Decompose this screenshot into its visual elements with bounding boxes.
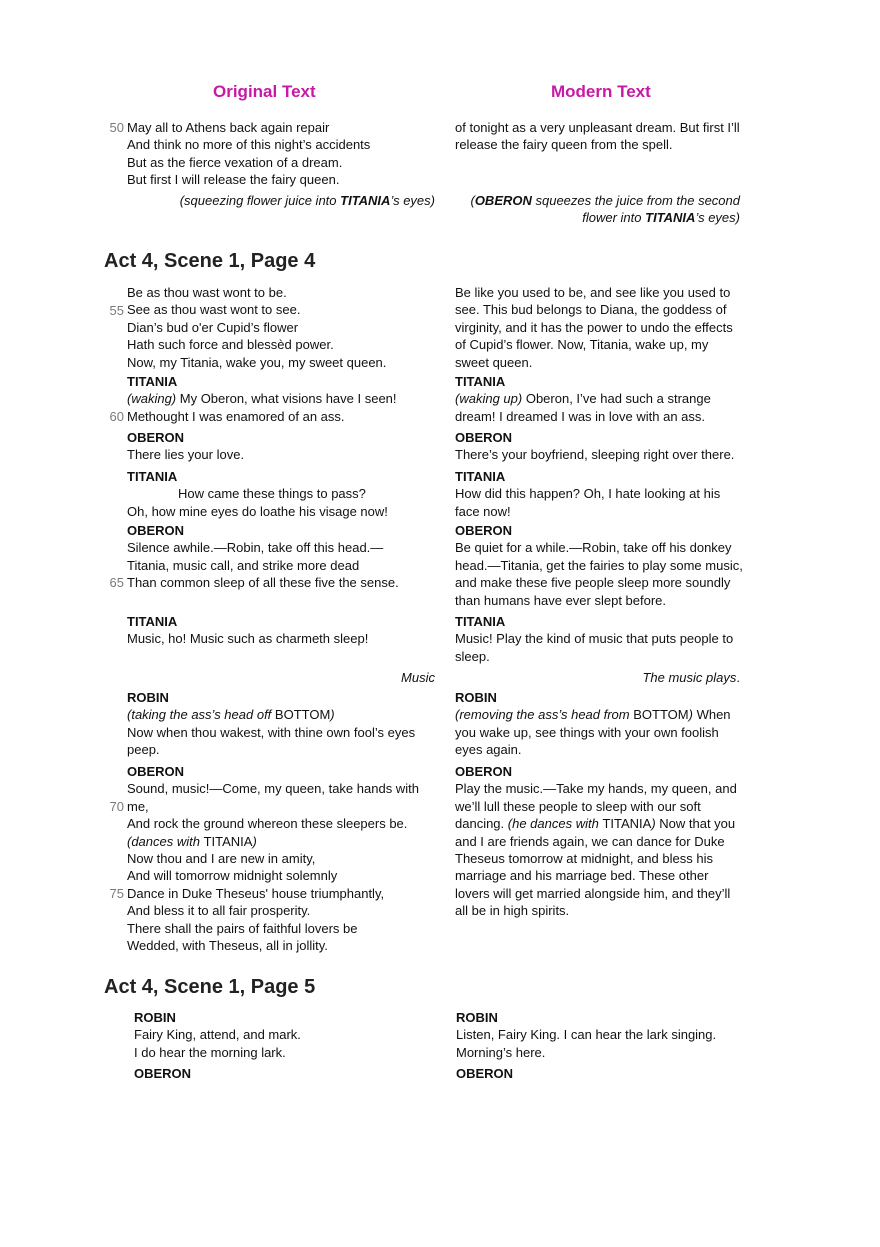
verse-line: May all to Athens back again repair — [127, 120, 330, 135]
verse-line: But first I will release the fairy queen. — [127, 172, 340, 188]
stage-direction: Music — [401, 670, 435, 685]
speaker-name: OBERON — [455, 764, 513, 779]
verse-line: See as thou wast wont to see. — [127, 302, 301, 318]
verse-line: And bless it to all fair prosperity. — [127, 903, 311, 919]
original-passage — [127, 284, 439, 371]
stage-direction: (dances with — [127, 833, 204, 849]
stage-direction: ) — [651, 816, 656, 832]
modern-passage — [455, 613, 745, 665]
stage-direction: ) — [252, 833, 257, 849]
speaker-name: OBERON — [455, 430, 513, 445]
line-number: 70 — [109, 799, 124, 814]
verse-line: Sound, music!—Come, my queen, take hands with — [127, 781, 419, 797]
original-passage — [127, 522, 439, 592]
speaker-name: TITANIA — [127, 374, 178, 389]
verse-line: Titania, music call, and strike more dead — [127, 557, 360, 573]
stage-direction-text: squeezes the juice from the second flower into — [531, 193, 740, 226]
verse-line: Wedded, with Theseus, all in jollity. — [127, 938, 328, 954]
modern-passage: of tonight as a very unpleasant dream. But first I’ll release the fairy queen from the spell. — [455, 120, 740, 153]
original-passage — [127, 373, 439, 425]
stage-direction-text: ’s eyes) — [390, 193, 435, 208]
speaker-name: TITANIA — [455, 469, 506, 484]
modern-passage — [456, 1009, 746, 1061]
character-name: TITANIA — [602, 816, 652, 832]
line-number: 55 — [109, 303, 124, 318]
original-text-header: Original Text — [213, 82, 316, 101]
original-passage — [127, 613, 439, 648]
modern-passage — [455, 763, 745, 920]
speaker-name: TITANIA — [455, 614, 506, 629]
original-passage — [134, 1009, 446, 1061]
modern-text: Music! Play the kind of music that puts people to sleep. — [455, 631, 734, 664]
stage-direction-text: The music plays — [642, 670, 737, 685]
speaker-name: ROBIN — [134, 1010, 176, 1025]
stage-direction: ) — [330, 707, 335, 723]
verse-line: Methought I was enamored of an ass. — [127, 408, 345, 424]
modern-text: Be quiet for a while.—Robin, take off his donkey head.—Titania, get the fairies to play some music, and make these five people sleep more soundly than humans have ever slept before. — [455, 540, 743, 608]
modern-passage: Be like you used to be, and see like you used to see. This bud belongs to Diana, the goddess of virginity, and it has the power to undo the effects of Cupid’s flower. Now, Titania, wake up, my sweet queen. — [455, 285, 733, 370]
modern-passage — [455, 429, 745, 464]
line-number: 65 — [109, 575, 124, 590]
original-passage — [127, 119, 439, 189]
verse-line: me, — [127, 798, 149, 814]
line-number: 75 — [109, 886, 124, 901]
original-passage — [127, 689, 439, 759]
speaker-name: OBERON — [127, 430, 185, 445]
modern-text: There’s your boyfriend, sleeping right over there. — [455, 447, 735, 463]
verse-line: I do hear the morning lark. — [134, 1044, 286, 1060]
modern-text: When you wake up, see things with your own foolish eyes again. — [455, 707, 731, 758]
modern-text: Oberon, I’ve had such a strange dream! I dreamed I was in love with an ass. — [455, 391, 711, 424]
line-number: 50 — [109, 120, 124, 135]
stage-direction — [455, 669, 740, 686]
original-passage — [134, 1065, 446, 1082]
stage-direction: (he dances with — [507, 816, 603, 832]
speaker-name: TITANIA — [127, 614, 178, 629]
verse-line: But as the fierce vexation of a dream. — [127, 154, 343, 170]
modern-passage — [455, 522, 745, 609]
verse-line: Now when thou wakest, with thine own fool’s eyes peep. — [127, 724, 416, 758]
verse-line: How came these things to pass? — [178, 486, 366, 502]
character-name: TITANIA — [340, 193, 391, 208]
verse-line: Music, ho! Music such as charmeth sleep! — [127, 631, 369, 647]
verse-line: And will tomorrow midnight solemnly — [127, 868, 338, 884]
stage-direction — [127, 192, 435, 209]
character-name: BOTTOM — [274, 707, 331, 723]
verse-line: Fairy King, attend, and mark. — [134, 1027, 301, 1043]
verse-line: Now thou and I are new in amity, — [127, 851, 316, 867]
modern-text: How did this happen? Oh, I hate looking at his face now! — [455, 486, 721, 519]
character-name: OBERON — [474, 193, 532, 208]
modern-text: Now that you and I are friends again, we can dance for Duke Theseus tomorrow at midnight, and bless his marriage and his marriage bed. These other lovers will get married alongside him, and they’ll all be in high spirits. — [455, 816, 736, 919]
verse-line: And rock the ground whereon these sleepers be. — [127, 816, 408, 832]
stage-direction: (waking up) — [455, 391, 523, 407]
verse-line: Dian’s bud o'er Cupid’s flower — [127, 319, 299, 335]
verse-line: My Oberon, what visions have I seen! — [179, 391, 397, 407]
original-passage — [127, 468, 439, 520]
speaker-name: ROBIN — [456, 1010, 498, 1025]
original-passage — [127, 763, 439, 954]
section-title: Act 4, Scene 1, Page 5 — [104, 976, 316, 998]
speaker-name: ROBIN — [455, 690, 497, 705]
original-passage — [127, 429, 439, 464]
speaker-name: OBERON — [127, 523, 185, 538]
stage-direction: (waking) — [127, 391, 177, 407]
stage-direction: ) — [688, 707, 693, 723]
modern-text: Listen, Fairy King. I can hear the lark singing. Morning’s here. — [456, 1027, 717, 1060]
modern-text-header: Modern Text — [551, 82, 651, 101]
modern-passage — [455, 373, 745, 425]
speaker-name: OBERON — [127, 764, 185, 779]
verse-line: And think no more of this night’s accidents — [127, 137, 371, 153]
speaker-name: OBERON — [456, 1066, 514, 1081]
verse-line: Now, my Titania, wake you, my sweet queen. — [127, 354, 387, 370]
verse-line: Silence awhile.—Robin, take off this head.— — [127, 540, 384, 556]
character-name: BOTTOM — [633, 707, 689, 723]
stage-direction — [455, 192, 740, 227]
verse-line: Than common sleep of all these five the sense. — [127, 575, 399, 591]
speaker-name: TITANIA — [455, 374, 506, 389]
speaker-name: TITANIA — [127, 469, 178, 484]
modern-passage — [455, 689, 745, 759]
speaker-name: OBERON — [455, 523, 513, 538]
verse-line: Be as thou wast wont to be. — [127, 285, 287, 300]
character-name: TITANIA — [645, 210, 696, 226]
speaker-name: ROBIN — [127, 690, 169, 705]
modern-passage — [456, 1065, 746, 1082]
verse-line: Oh, how mine eyes do loathe his visage now! — [127, 503, 388, 519]
stage-direction: (taking the ass’s head off — [127, 707, 275, 723]
line-number: 60 — [109, 409, 124, 424]
character-name: TITANIA — [203, 833, 253, 849]
speaker-name: OBERON — [134, 1066, 192, 1081]
verse-line: Hath such force and blessèd power. — [127, 337, 334, 353]
stage-direction-text: ’s eyes) — [695, 210, 740, 226]
modern-text: Play the music.—Take my hands, my queen, and we’ll lull these people to sleep with our soft dancing. — [455, 781, 737, 832]
verse-line: There shall the pairs of faithful lovers be — [127, 920, 358, 936]
verse-line: There lies your love. — [127, 447, 245, 463]
stage-direction: (removing the ass’s head from — [455, 707, 634, 723]
modern-passage — [455, 468, 745, 520]
section-title: Act 4, Scene 1, Page 4 — [104, 250, 316, 272]
punctuation: . — [736, 670, 740, 685]
stage-direction-text: ( — [470, 193, 475, 208]
verse-line: Dance in Duke Theseus' house triumphantly, — [127, 885, 385, 901]
stage-direction-text: (squeezing flower juice into — [179, 193, 341, 208]
